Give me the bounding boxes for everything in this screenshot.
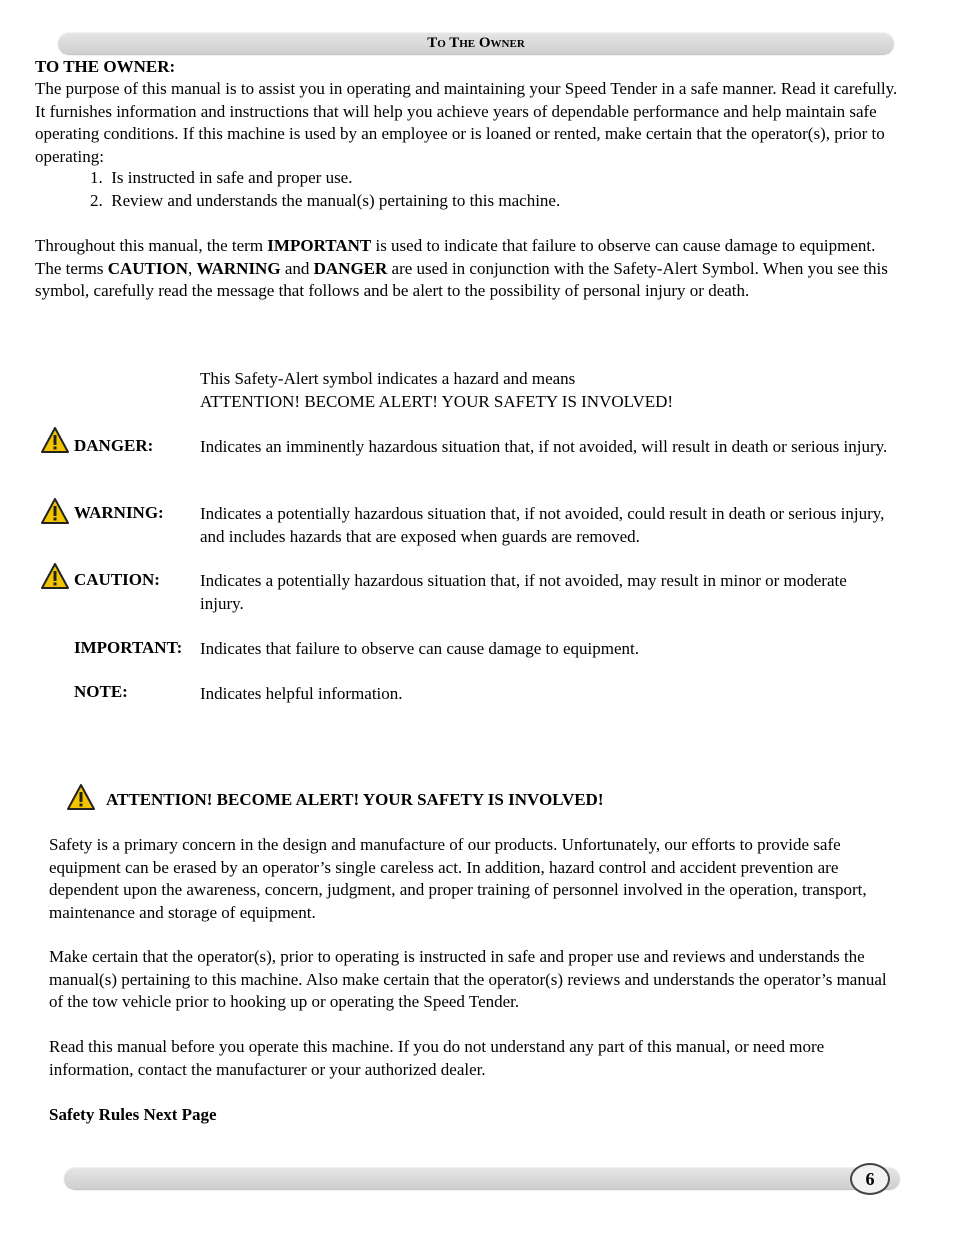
term-label-danger: DANGER: [74, 436, 154, 455]
header-bar [58, 32, 894, 54]
page-number: 6 [850, 1163, 890, 1195]
terms-text: is used to indicate that failure to observe can cause damage to equipment. The terms [35, 236, 876, 278]
term-label-warning: WARNING: [74, 503, 164, 522]
terms-text: , [188, 258, 197, 278]
terms-text: are used in conjunction with the Safety-Alert Symbol. When you see this symbol, carefully read the message that follows and be alert to the possibility of personal injury or death. [35, 258, 888, 300]
footer-bar [64, 1167, 900, 1189]
terms-text: Throughout this manual, the term [35, 236, 268, 255]
attention-heading: ATTENTION! BECOME ALERT! YOUR SAFETY IS INVOLVED! [106, 790, 604, 809]
list-text: Is instructed in safe and proper use. [111, 168, 353, 187]
warning-triangle-icon [40, 562, 70, 590]
term-label-important: IMPORTANT: [74, 638, 183, 657]
intro-paragraph: The purpose of this manual is to assist you in operating and maintaining your Speed Tender in a safe manner. Read it carefully. It furnishes information and instructions that will help you achieve years of dependable performance and help maintain safe operating conditions. If this machine is used by an employee or is loaned or rented, make certain that the operator(s), prior to operating: [35, 79, 898, 166]
term-danger: DANGER [313, 258, 388, 278]
term-important: IMPORTANT [267, 236, 372, 255]
definition-danger: Indicates an imminently hazardous situation that, if not avoided, will result in death or serious injury. [200, 437, 888, 456]
owner-heading: TO THE OWNER: [35, 57, 176, 76]
warning-triangle-icon [66, 783, 96, 811]
next-page-note: Safety Rules Next Page [49, 1105, 217, 1124]
list-number: 2. [90, 191, 103, 210]
definition-warning: Indicates a potentially hazardous situation that, if not avoided, could result in death or serious injury, and includes hazards that are exposed when guards are removed. [200, 504, 885, 546]
term-label-caution: CAUTION: [74, 570, 160, 589]
list-item [90, 167, 352, 190]
term-warning: WARNING [196, 258, 281, 278]
terms-text: and [280, 258, 314, 278]
attention-paragraph-3: Read this manual before you operate this machine. If you do not understand any part of this manual, or need more information, contact the manufacturer or your authorized dealer. [49, 1037, 825, 1079]
warning-triangle-icon [40, 497, 70, 525]
attention-paragraph-1: Safety is a primary concern in the design and manufacture of our products. Unfortunately, our efforts to provide safe equipment can be erased by an operator’s single careless act. In addition, hazard control and accident prevention are dependent upon the awareness, concern, judgment, and proper training of personnel involved in the operation, transport, maintenance and storage of equipment. [49, 835, 867, 922]
term-label-note: NOTE: [74, 682, 128, 701]
definition-note: Indicates helpful information. [200, 684, 403, 703]
list-item [90, 190, 560, 213]
attention-paragraph-2: Make certain that the operator(s), prior to operating is instructed in safe and proper use and reviews and understands the manual(s) pertaining to this machine. Also make certain that the operator(s) reviews and understands the operator’s manual of the tow vehicle prior to hooking up or operating the Speed Tender. [49, 947, 887, 1011]
list-text: Review and understands the manual(s) pertaining to this machine. [111, 191, 561, 210]
warning-triangle-icon [40, 426, 70, 454]
symbol-explanation-line2: ATTENTION! BECOME ALERT! YOUR SAFETY IS INVOLVED! [200, 392, 674, 411]
term-caution: CAUTION [107, 258, 188, 278]
definition-caution: Indicates a potentially hazardous situation that, if not avoided, may result in minor or moderate injury. [200, 571, 847, 613]
terms-paragraph [35, 235, 903, 303]
page-header-title: To The Owner [427, 35, 525, 51]
list-number: 1. [90, 168, 103, 187]
symbol-explanation-line1: This Safety-Alert symbol indicates a hazard and means [200, 369, 576, 388]
definition-important: Indicates that failure to observe can cause damage to equipment. [200, 639, 639, 658]
